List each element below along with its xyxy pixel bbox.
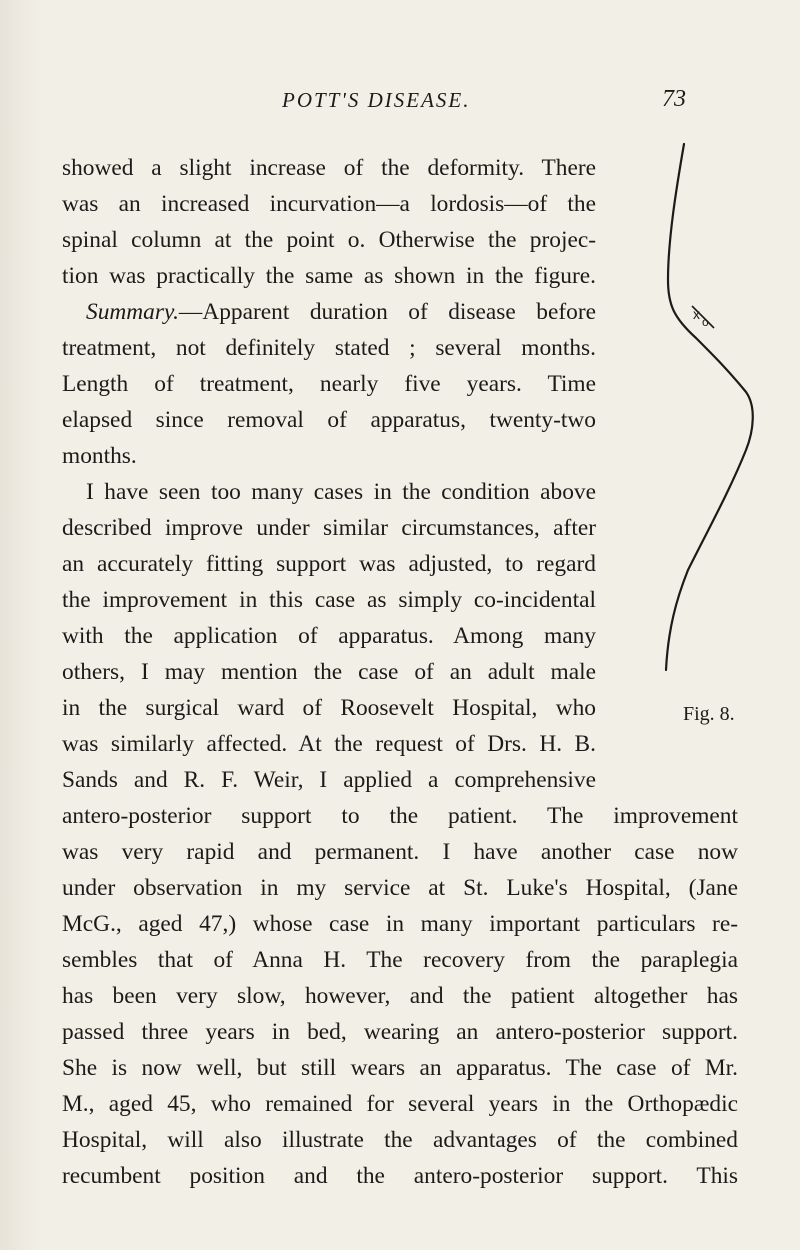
text-line: was an increased incurvation—a lordosis—of the (62, 191, 596, 217)
text-line: Length of treatment, nearly five years. Time (62, 371, 596, 397)
text-line: has been very slow, however, and the patient altogether has (62, 983, 738, 1009)
figure-caption: Fig. 8. (683, 703, 735, 725)
text-line: sembles that of Anna H. The recovery from the paraplegia (62, 947, 738, 973)
text-line: antero-posterior support to the patient. The improvement (62, 803, 738, 829)
text-line: McG., aged 47,) whose case in many important particulars re- (62, 911, 738, 937)
point-o-label: o (702, 315, 709, 329)
text-line: treatment, not definitely stated ; several months. (62, 335, 596, 361)
text-line: others, I may mention the case of an adult male (62, 659, 596, 685)
summary-text: —Apparent duration of disease before (178, 299, 596, 325)
text-line: was similarly affected. At the request of Drs. H. B. (62, 731, 596, 757)
summary-heading: Summary. (86, 299, 179, 325)
page-number: 73 (662, 86, 686, 112)
text-line: in the surgical ward of Roosevelt Hospital, who (62, 695, 596, 721)
text-line: passed three years in bed, wearing an antero-posterior support. (62, 1019, 738, 1045)
summary-first-line (86, 294, 596, 330)
point-x-label: x (693, 306, 700, 322)
text-line: with the application of apparatus. Among many (62, 623, 596, 649)
text-line: tion was practically the same as shown in the figure. (62, 263, 596, 289)
text-line: She is now well, but still wears an apparatus. The case of Mr. (62, 1055, 738, 1081)
text-line: Hospital, will also illustrate the advantages of the combined (62, 1127, 738, 1153)
text-line: recumbent position and the antero-posterior support. This (62, 1163, 738, 1189)
text-line: I have seen too many cases in the condition above (86, 479, 596, 505)
text-line: spinal column at the point o. Otherwise the projec- (62, 227, 596, 253)
spine-profile-figure (596, 130, 796, 710)
text-line: showed a slight increase of the deformity. There (62, 155, 596, 181)
spine-outline-curve (666, 144, 753, 670)
running-title: POTT'S DISEASE. (282, 88, 471, 112)
text-line: elapsed since removal of apparatus, twenty-two (62, 407, 596, 433)
text-line: Sands and R. F. Weir, I applied a comprehensive (62, 767, 596, 793)
text-line: described improve under similar circumstances, after (62, 515, 596, 541)
text-line: under observation in my service at St. Luke's Hospital, (Jane (62, 875, 738, 901)
text-line: was very rapid and permanent. I have another case now (62, 839, 738, 865)
text-line: M., aged 45, who remained for several years in the Orthopædic (62, 1091, 738, 1117)
text-line: an accurately fitting support was adjusted, to regard (62, 551, 596, 577)
text-line: the improvement in this case as simply co-incidental (62, 587, 596, 613)
text-line: months. (62, 443, 137, 469)
